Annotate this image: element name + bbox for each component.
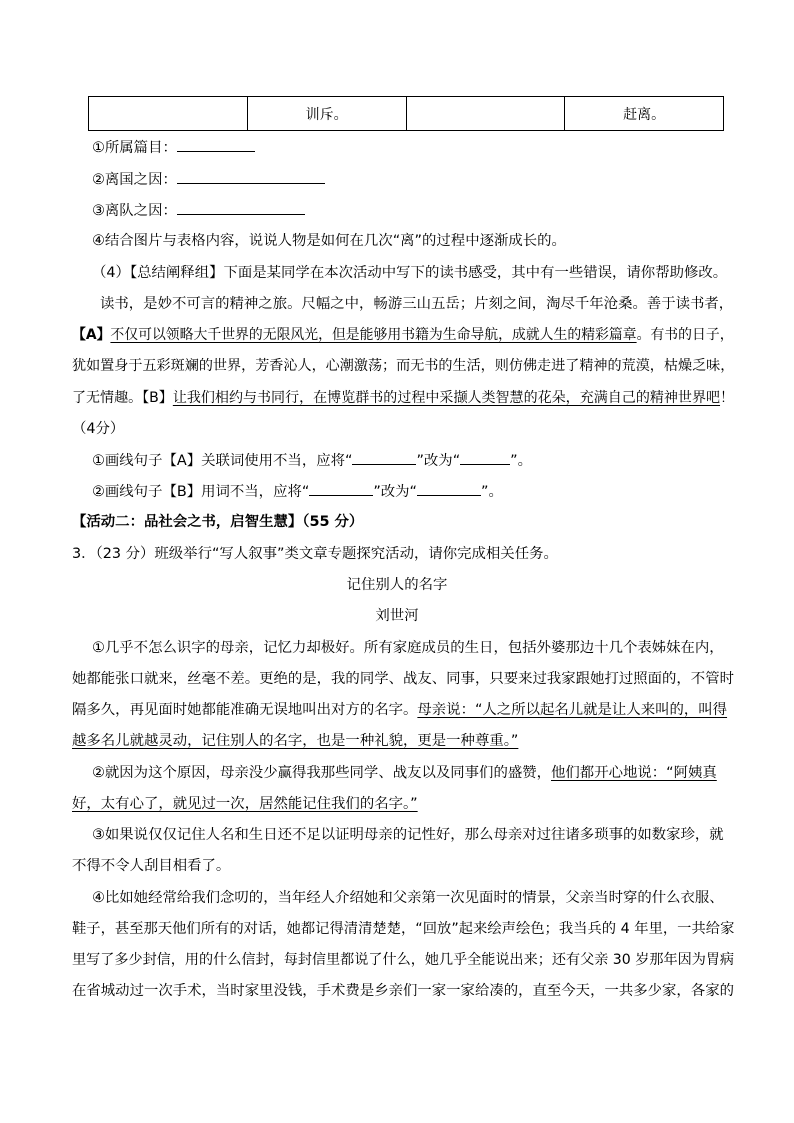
answer-table xyxy=(88,96,724,131)
underlined-sentence-b: 让我们相约与书同行，在博览群书的过程中采撷人类智慧的花朵，充满自己的精神世界吧 xyxy=(172,390,721,406)
activity-heading: 【活动二：品社会之书，启智生慧】（55 分） xyxy=(72,514,364,530)
answer-blank[interactable] xyxy=(177,137,255,152)
essay-line: 了无情趣。【B】让我们相约与书同行，在博览群书的过程中采撷人类智慧的花朵，充满自己的精神世界吧！ xyxy=(72,390,735,406)
underlined-quote: 母亲说：“人之所以起名儿就是让人来叫的，叫得 xyxy=(417,702,728,718)
article-line: ③如果说仅仅记住人名和生日还不足以证明母亲的记性好，那么母亲对过往诸多琐事的如数家珍，就 xyxy=(92,827,724,843)
table-cell[interactable] xyxy=(406,97,565,131)
question-item-2: ②离国之因： xyxy=(92,169,325,190)
question-3-heading: 3．（23 分）班级举行“写人叙事”类文章专题探究活动，请你完成相关任务。 xyxy=(72,546,558,562)
answer-blank[interactable] xyxy=(352,450,416,465)
article-line: 隔多久，再见面时她都能准确无误地叫出对方的名字。母亲说：“人之所以起名儿就是让人来叫的，叫得 xyxy=(72,702,728,718)
article-title: 记住别人的名字 xyxy=(346,577,448,593)
underlined-quote: 好，太有心了，就见过一次，居然能记住我们的名字。” xyxy=(72,796,418,812)
article-line xyxy=(72,794,418,814)
answer-blank[interactable] xyxy=(177,169,325,184)
question-item-4: ④结合图片与表格内容，说说人物是如何在几次“离”的过程中逐渐成长的。 xyxy=(92,233,566,249)
q4-heading: （4）【总结阐释组】下面是某同学在本次活动中写下的读书感受，其中有一些错误，请你帮助修改。 xyxy=(92,265,728,281)
table-cell[interactable]: 训斥。 xyxy=(247,97,406,131)
question-item-3: ③离队之因： xyxy=(92,200,305,221)
article-line xyxy=(72,731,518,751)
article-author: 刘世河 xyxy=(375,608,419,624)
sub-question-2: ②画线句子【B】用词不当，应将“ ”改为“ ”。 xyxy=(92,481,503,502)
article-line: 不得不令人刮目相看了。 xyxy=(72,858,231,874)
answer-blank[interactable] xyxy=(417,481,481,496)
underlined-quote: 越多名儿就越灵动，记住别人的名字，也是一种礼貌，更是一种尊重。” xyxy=(72,733,519,749)
article-line: ②就因为这个原因，母亲没少赢得我那些同学、战友以及同事们的盛赞，他们都开心地说：“阿姨真 xyxy=(92,765,717,781)
answer-blank[interactable] xyxy=(177,200,305,215)
answer-blank[interactable] xyxy=(309,481,373,496)
essay-line: 读书，是妙不可言的精神之旅。尺幅之中，畅游三山五岳；片刻之间，淘尽千年沧桑。善于读书者， xyxy=(100,296,734,312)
underlined-quote: 他们都开心地说：“阿姨真 xyxy=(551,765,717,781)
article-line: 她都能张口就来，丝毫不差。更绝的是，我的同学、战友、同事，只要来过我家跟她打过照面的，不管时 xyxy=(72,671,734,687)
sub-question-1: ①画线句子【A】关联词使用不当，应将“ ”改为“ ”。 xyxy=(92,450,532,471)
underlined-sentence-a: 不仅可以领略大千世界的无限风光，但是能够用书籍为生命导航，成就人生的精彩篇章 xyxy=(110,327,637,343)
essay-line: 【A】不仅可以领略大千世界的无限风光，但是能够用书籍为生命导航，成就人生的精彩篇章。有书的日子， xyxy=(72,327,734,343)
score-label: （4分） xyxy=(72,421,125,437)
question-item-1: ①所属篇目： xyxy=(92,137,255,158)
essay-line: 犹如置身于五彩斑斓的世界，芳香沁人，心潮激荡；而无书的生活，则仿佛走进了精神的荒漠，枯燥乏味， xyxy=(72,358,735,374)
table-cell[interactable]: 赶离。 xyxy=(565,97,724,131)
table-row xyxy=(89,97,724,131)
answer-blank[interactable] xyxy=(460,450,510,465)
table-cell[interactable] xyxy=(89,97,248,131)
article-line: 鞋子，甚至那天他们所有的对话，她都记得清清楚楚，“回放”起来绘声绘色；我当兵的 4 年里，一共给家 xyxy=(72,921,735,937)
article-line: ④比如她经常给我们念叨的，当年经人介绍她和父亲第一次见面时的情景，父亲当时穿的什么衣服、 xyxy=(92,890,724,906)
article-line: ①几乎不怎么识字的母亲，记忆力却极好。所有家庭成员的生日，包括外婆那边十几个表姊妹在内， xyxy=(92,640,724,656)
article-line: 里写了多少封信，用的什么信封，每封信里都说了什么，她几乎全能说出来；还有父亲 30 岁那年因为胃病 xyxy=(72,952,735,968)
article-line: 在省城动过一次手术，当时家里没钱，手术费是乡亲们一家一家给凑的，直至今天，一共多少家，各家的 xyxy=(72,983,734,999)
